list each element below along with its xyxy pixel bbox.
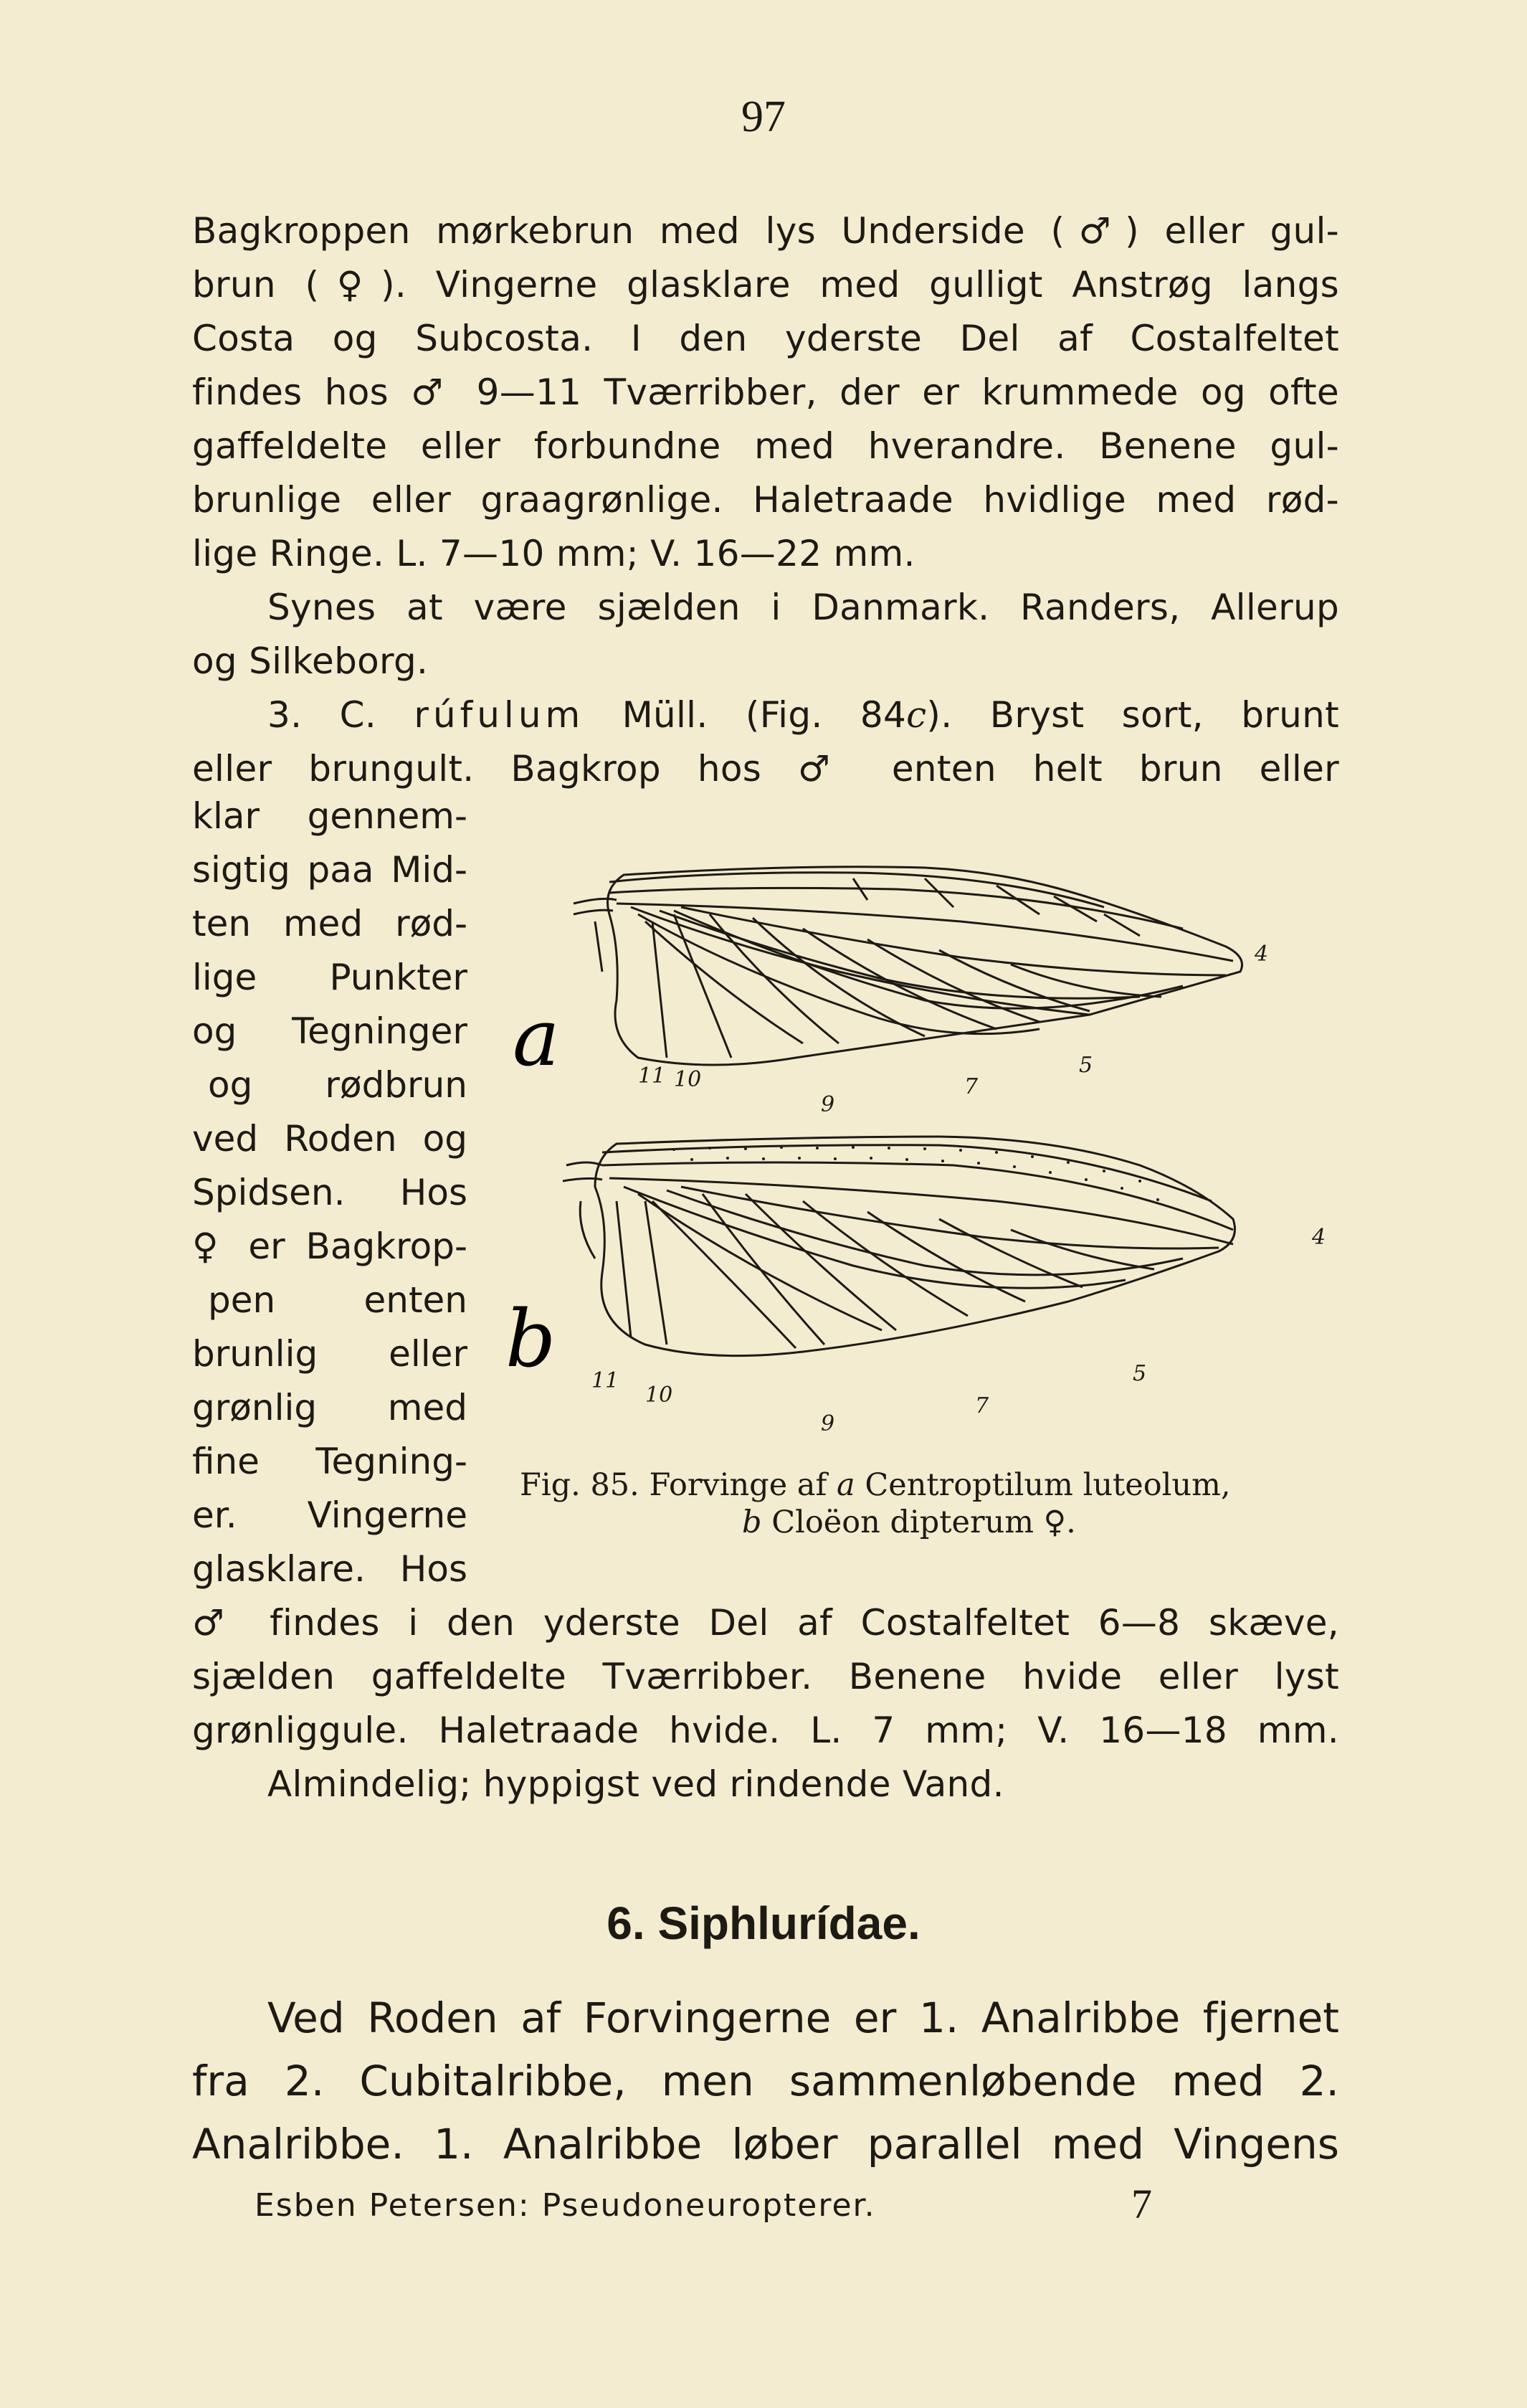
text-line: ♂ findes i den yderste Del af Costalfeltet 6—8 skæve, <box>192 1602 1339 1644</box>
vein-label: 11 <box>591 1368 619 1393</box>
text-line: fra 2. Cubitalribbe, men sammenløbende med 2. <box>192 2057 1339 2105</box>
text-line: lige Ringe. L. 7—10 mm; V. 16—22 mm. <box>192 533 915 574</box>
narrow-line: lige Punkter <box>192 957 467 998</box>
narrow-line: fine Tegning- <box>192 1441 467 1482</box>
species-line <box>192 688 1339 742</box>
narrow-line: grønlig med <box>192 1387 467 1428</box>
narrow-line: ♀ er Bagkrop- <box>192 1226 467 1267</box>
species-rest: ). Bryst sort, brunt <box>926 694 1339 736</box>
vein-label: 4 <box>1312 1225 1326 1250</box>
vein-label: 9 <box>821 1092 835 1117</box>
narrow-line: ved Roden og <box>192 1118 467 1160</box>
vein-label: 7 <box>975 1393 989 1418</box>
narrow-column-text <box>192 790 467 1596</box>
caption-a-name: Centroptilum luteolum, <box>865 1467 1231 1503</box>
narrow-line: og Tegninger <box>192 1010 467 1052</box>
wing-b-label: b <box>505 1293 556 1385</box>
text-line: sjælden gaffeldelte Tværribber. Benene hvide eller lyst <box>192 1656 1339 1697</box>
page-number: 97 <box>741 93 786 141</box>
figure-caption <box>520 1466 1341 1541</box>
text-line: Bagkroppen mørkebrun med lys Underside (♂) eller gul- <box>192 210 1339 252</box>
vein-label: 10 <box>674 1067 702 1092</box>
section-paragraph <box>192 1986 1339 2176</box>
species-number: 3. C. <box>267 694 377 736</box>
text-line: grønliggule. Haletraade hvide. L. 7 mm; V. 16—18 mm. <box>192 1710 1339 1751</box>
narrow-line: brunlig eller <box>192 1333 467 1375</box>
text-line: brunlige eller graagrønlige. Haletraade hvidlige med rød- <box>192 479 1339 521</box>
vein-label: 5 <box>1133 1361 1147 1386</box>
vein-label: 9 <box>821 1411 835 1436</box>
narrow-line: pen enten <box>208 1279 467 1321</box>
signature-number: 7 <box>1131 2181 1152 2227</box>
narrow-line: glasklare. Hos <box>192 1548 467 1590</box>
caption-b-letter: b <box>742 1504 762 1540</box>
text-line: eller brungult. Bagkrop hos ♂ enten helt brun eller <box>192 748 1339 790</box>
narrow-line: og rødbrun <box>208 1064 467 1106</box>
caption-b-name: Cloëon dipterum ♀. <box>771 1504 1076 1540</box>
paragraph-1 <box>192 204 1339 796</box>
species-name: rúfulum <box>414 694 585 736</box>
narrow-line: sigtig paa Mid- <box>192 849 467 891</box>
text-line: Synes at være sjælden i Danmark. Randers, Allerup <box>267 587 1339 628</box>
text-line: findes hos ♂ 9—11 Tværribber, der er krummede og ofte <box>192 371 1339 413</box>
narrow-line: klar gennem- <box>192 795 467 837</box>
caption-a-letter: a <box>837 1467 855 1503</box>
paragraph-4 <box>192 1596 1339 1811</box>
text-line: gaffeldelte eller forbundne med hverandre. Benene gul- <box>192 425 1339 467</box>
text-line: og Silkeborg. <box>192 640 429 682</box>
text-line: Almindelig; hyppigst ved rindende Vand. <box>267 1763 1004 1805</box>
text-line: Ved Roden af Forvingerne er 1. Analribbe fjernet <box>267 1994 1339 2042</box>
wing-figure <box>495 828 1348 1474</box>
vein-label: 5 <box>1079 1053 1093 1078</box>
section-heading: 6. Siphlurídae. <box>606 1897 921 1949</box>
narrow-line: er. Vingerne <box>192 1494 467 1536</box>
wing-a-label: a <box>513 992 560 1084</box>
caption-prefix: Fig. 85. Forvinge af <box>520 1467 827 1503</box>
vein-label: 4 <box>1255 942 1269 967</box>
vein-label: 10 <box>645 1383 673 1408</box>
caption-line-2 <box>520 1504 1341 1541</box>
text-line: brun (♀). Vingerne glasklare med gulligt Anstrøg langs <box>192 264 1339 305</box>
wing-b-drawing <box>563 1137 1235 1356</box>
footer-author: Esben Petersen: Pseudoneuropterer. <box>255 2187 876 2224</box>
wing-a-drawing <box>574 867 1242 1065</box>
vein-label: 7 <box>964 1074 979 1099</box>
wing-b-stipple <box>672 1146 1159 1201</box>
narrow-line: Spidsen. Hos <box>192 1172 467 1213</box>
vein-label: 11 <box>638 1063 666 1089</box>
species-author: Müll. (Fig. 84 <box>622 694 907 736</box>
text-line: Costa og Subcosta. I den yderste Del af Costalfeltet <box>192 318 1339 359</box>
species-fig-letter: c <box>906 694 927 736</box>
caption-line-1 <box>520 1466 1341 1504</box>
narrow-line: ten med rød- <box>192 903 467 944</box>
text-line: Analribbe. 1. Analribbe løber parallel med Vingens <box>192 2120 1339 2168</box>
